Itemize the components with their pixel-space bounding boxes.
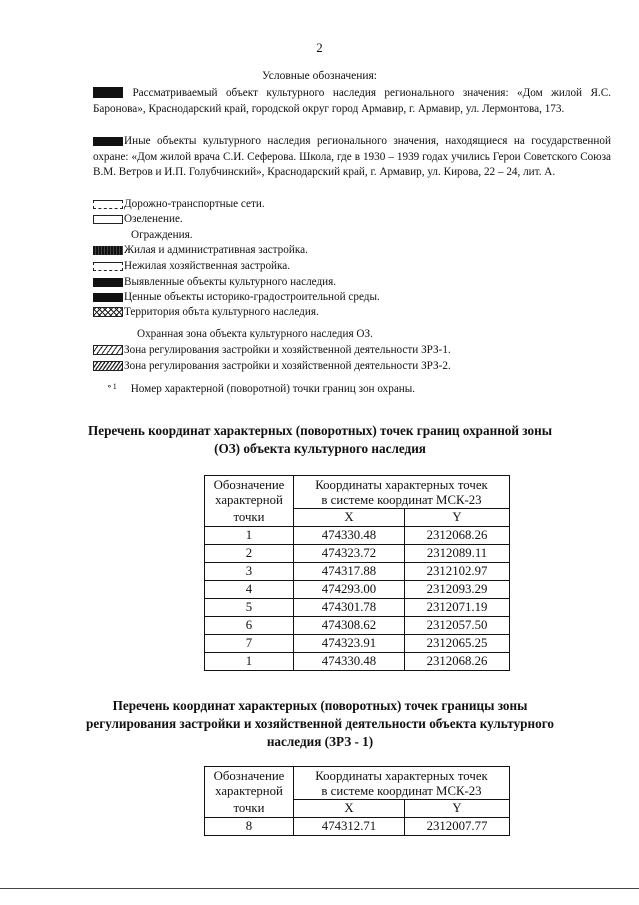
legend-item-roads (93, 197, 265, 212)
table-row: 6 474308.62 2312057.50 (205, 617, 510, 635)
table-header-x: X (294, 509, 405, 527)
legend-item-nonresidential (93, 259, 290, 274)
legend-item-label: Жилая и административная застройка. (124, 244, 308, 256)
point-marker-icon: ⚬1 (106, 382, 117, 391)
legend-item-zrz1 (93, 343, 451, 358)
legend-item-label: Выявленные объекты культурного наследия. (124, 276, 337, 288)
table-row: 2 474323.72 2312089.11 (205, 545, 510, 563)
legend-main-object-text: Рассматриваемый объект культурного наследия регионального значения: «Дом жилой Я.С. Баронова», Краснодарский край, городской округ город Армавир, г. Армавир, ул. Лермонтова, 173. (93, 87, 611, 115)
table-row: 1 474330.48 2312068.26 (205, 653, 510, 671)
legend-item-label: Зона регулирования застройки и хозяйственной деятельности ЗРЗ-2. (124, 360, 451, 372)
table-header-cell (205, 767, 294, 800)
legend-item-label: Охранная зона объекта культурного наследия ОЗ. (137, 328, 373, 340)
table-header-group (294, 476, 510, 509)
point-marker-label: 1 (112, 382, 117, 391)
legend-other-objects (93, 134, 611, 181)
page-number: 2 (316, 40, 323, 55)
legend-item-label: Территория объта культурного наследия. (124, 306, 319, 318)
legend-other-objects-text: Иные объекты культурного наследия регионального значения, находящиеся на государственной охране: «Дом жилой врача С.И. Сеферова. Школа, где в 1930 – 1939 годах учились Герои Советского Союза В.М. Ветров и И.П. Голубчинский», Краснодарский край, г. Армавир, ул. Кирова, 22 – 24, лит. А. (93, 135, 611, 179)
footer-divider (0, 888, 639, 889)
header-line: характерной (215, 493, 283, 508)
legend-item-fences (131, 228, 193, 243)
legend-item-identified (93, 275, 336, 290)
diagonal-hatch-swatch-icon (93, 345, 123, 355)
coordinates-table-zrz1 (204, 766, 510, 836)
header-line: Обозначение (213, 769, 285, 784)
table-header-cell: точки (205, 800, 294, 818)
legend-item-residential (93, 243, 308, 258)
legend-item-point-number (100, 379, 415, 397)
table-header-y: Y (405, 509, 510, 527)
legend-item-label: Нежилая хозяйственная застройка. (124, 260, 291, 272)
legend-item-protection-zone (137, 327, 373, 342)
crosshatch-swatch-icon (93, 307, 123, 317)
table-row: 3 474317.88 2312102.97 (205, 563, 510, 581)
black-fill-swatch-icon (93, 137, 123, 146)
table-row: 8 474312.71 2312007.77 (205, 818, 510, 836)
black-fill-swatch-icon (93, 293, 123, 302)
header-line: в системе координат МСК-23 (321, 493, 482, 507)
black-fill-swatch-icon (93, 278, 123, 287)
dashed-outline-swatch-icon (93, 200, 123, 209)
legend-item-label: Ограждения. (131, 229, 193, 241)
header-line: характерной (215, 784, 283, 799)
table-header-cell (205, 476, 294, 509)
table-row: 7 474323.91 2312065.25 (205, 635, 510, 653)
table-header-cell: точки (205, 509, 294, 527)
legend-item-label: Дорожно-транспортные сети. (124, 198, 265, 210)
table-row: 1 474330.48 2312068.26 (205, 527, 510, 545)
dense-hatch-swatch-icon (93, 361, 123, 371)
table-header-x: X (294, 800, 405, 818)
header-line: Координаты характерных точек (315, 478, 488, 492)
dark-fill-swatch-icon (93, 246, 123, 255)
legend-item-label: Озеленение. (124, 213, 183, 225)
table-row: 5 474301.78 2312071.19 (205, 599, 510, 617)
table-header-y: Y (405, 800, 510, 818)
coordinates-table-oz (204, 475, 510, 671)
table2-title: Перечень координат характерных (поворотных) точек границы зоны регулирования застройки и хозяйственной деятельности объекта культурного наследия (ЗРЗ - 1) (86, 698, 554, 749)
legend-main-object (93, 86, 611, 117)
dashed-outline-swatch-icon (93, 262, 123, 271)
legend-item-valuable (93, 290, 380, 305)
legend-item-label: Зона регулирования застройки и хозяйственной деятельности ЗРЗ-1. (124, 344, 451, 356)
header-line: Обозначение (213, 478, 285, 493)
outline-swatch-icon (93, 215, 123, 224)
black-fill-swatch-icon (93, 87, 123, 98)
table-row: 4 474293.00 2312093.29 (205, 581, 510, 599)
table1-title: Перечень координат характерных (поворотных) точек границ охранной зоны (ОЗ) объекта культурного наследия (87, 423, 552, 456)
header-line: Координаты характерных точек (315, 769, 488, 783)
header-line: в системе координат МСК-23 (321, 784, 482, 798)
legend-item-label: Ценные объекты историко-градостроительной среды. (124, 291, 380, 303)
legend-item-label: Номер характерной (поворотной) точки границ зон охраны. (130, 383, 416, 395)
legend-title: Условные обозначения: (261, 70, 378, 82)
legend-item-zrz2 (93, 359, 451, 374)
legend-item-territory (93, 305, 319, 320)
table-header-group (294, 767, 510, 800)
legend-item-greenery (93, 212, 183, 227)
